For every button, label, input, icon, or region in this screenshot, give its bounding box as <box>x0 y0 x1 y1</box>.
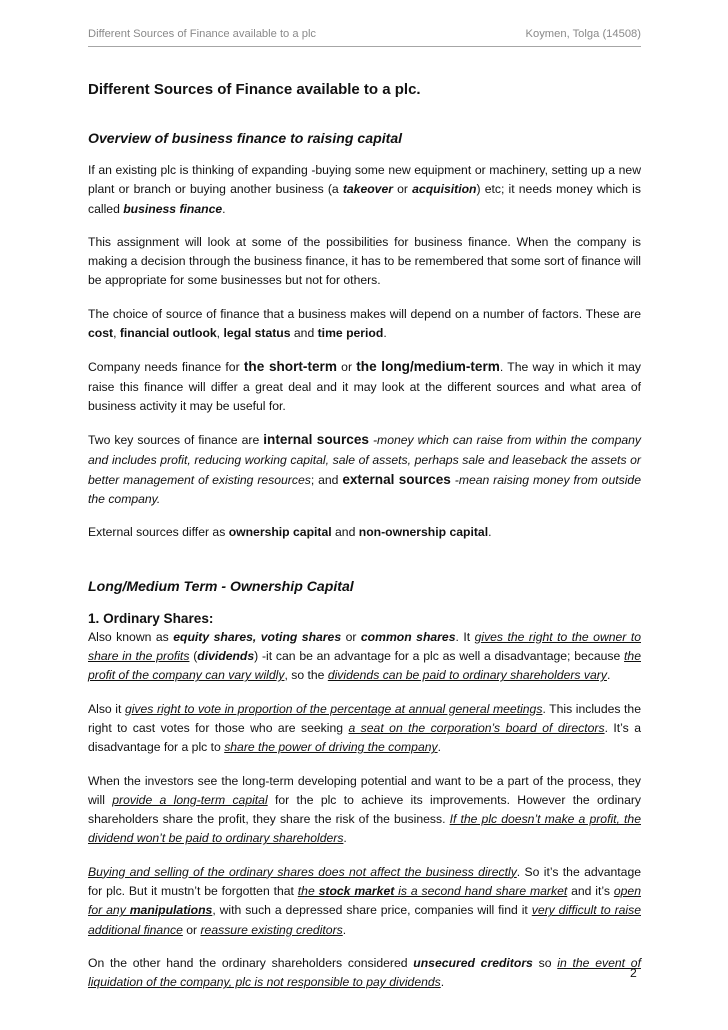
paragraph-overview-2: This assignment will look at some of the possibilities for business finance. When the company is making a decision through the business finance, it has to be remembered that some sort of finance will be appropriate for some businesses but not for others. <box>88 234 641 288</box>
paragraph-overview-5: Two key sources of finance are internal sources -money which can raise from within the company and includes profit, reducing working capital, sale of assets, perhaps sale and leaseback the assets or better management of existing resources; and external sources -mean raising money from outside the company. <box>88 432 642 507</box>
subheading-ordinary-shares: 1. Ordinary Shares: <box>88 610 214 626</box>
page-number: 2 <box>630 966 637 980</box>
paragraph-ordinary-2: Also it gives right to vote in proportion of the percentage at annual general meetings. This includes the right to cast votes for those who are seeking a seat on the corporation’s board of directors. It’s a disadvantage for a plc to share the power of driving the company. <box>88 701 641 755</box>
document-title: Different Sources of Finance available to a plc. <box>88 81 421 98</box>
paragraph-ordinary-5: On the other hand the ordinary shareholders considered unsecured creditors so in the event of liquidation of the company, plc is not responsible to pay dividends. <box>88 955 641 990</box>
paragraph-ordinary-3: When the investors see the long-term developing potential and want to be a part of the process, they will provide a long-term capital for the plc to achieve its improvements. However the ordinary shareholders share the profit, they share the risk of the business. If the plc doesn’t make a profit, the dividend won’t be paid to ordinary shareholders. <box>88 773 641 846</box>
section-heading-ownership-capital: Long/Medium Term - Ownership Capital <box>88 577 354 594</box>
section-heading-overview: Overview of business finance to raising capital <box>88 130 403 146</box>
paragraph-overview-3: The choice of source of finance that a business makes will depend on a number of factors. These are cost, financial outlook, legal status and time period. <box>88 306 641 341</box>
header-title: Different Sources of Finance available to a plc <box>88 28 317 40</box>
paragraph-overview-6: External sources differ as ownership capital and non-ownership capital. <box>88 525 492 540</box>
paragraph-ordinary-4: Buying and selling of the ordinary shares does not affect the business directly. So it’s the advantage for plc. But it mustn’t be forgotten that the stock market is a second hand share market and it’s open for any manipulations, with such a depressed share price, companies will find it very difficult to raise additional finance or reassure existing creditors. <box>88 864 641 937</box>
header-author: Koymen, Tolga (14508) <box>525 28 641 40</box>
paragraph-overview-4: Company needs finance for the short-term or the long/medium-term. The way in which it may raise this finance will differ a great deal and it may look at the different sources and what area of business activity it may be useful for. <box>88 359 641 413</box>
page-header <box>88 28 641 47</box>
document-body <box>88 80 641 993</box>
paragraph-overview-1: If an existing plc is thinking of expanding -buying some new equipment or machinery, setting up a new plant or branch or buying another business (a takeover or acquisition) etc; it needs money which is called business finance. <box>88 163 641 216</box>
paragraph-ordinary-1: Also known as equity shares, voting shares or common shares. It gives the right to the owner to share in the profits (dividends) -it can be an advantage for a plc as well a disadvantage; because the profit of the company can vary wildly, so the dividends can be paid to ordinary shareholders vary. <box>88 629 641 683</box>
